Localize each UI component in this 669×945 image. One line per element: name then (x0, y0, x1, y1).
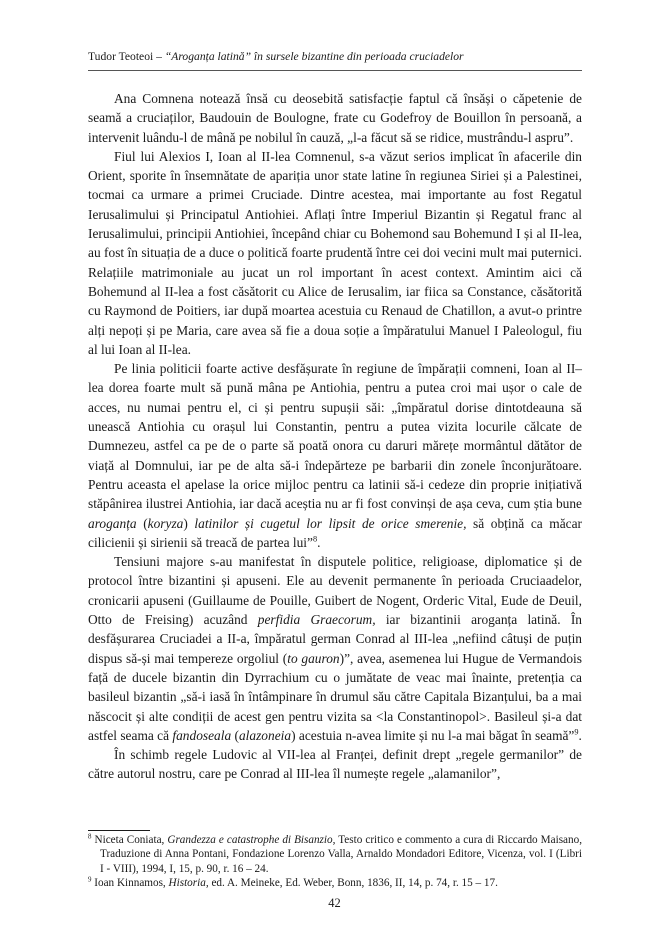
text-run: Fiul lui Alexios I, Ioan al II-lea Comnenul, s-a văzut serios implicat în afacerile din Orient, sporite în însemnătate de apariția unor state latine în regiunea Siriei și a Palestinei, tocmai ca urmare a primei Cruciade. Dintre acestea, mai importante au fost Regatul Ierusalimului și Principatul Antiohiei. Aflați între Imperiul Bizantin și Regatul franc al Ierusalimului, principii Antiohiei, începând chiar cu Bohemond sau Bohemund I și al II-lea, au fost în situația de a duce o politică foarte prudentă între cei doi vecini mult mai puternici. Relațiile matrimoniale au jucat un rol important în acest context. Amintim aici că Bohemund al II-lea a fost căsătorit cu Alice de Ierusalim, iar fiica sa Constance, căsătorită cu Raymond de Poitiers, iar după moartea acestuia cu Renaud de Chatillon, a avut-o printre alți nepoți și pe Maria, care avea să fie a doua soție a împăratului Manuel I Paleologul, fiu al lui Ioan al II-lea. (88, 148, 582, 357)
text-run: ( (231, 727, 239, 743)
footnote-ref: 8 (88, 832, 92, 841)
page-number: 42 (328, 896, 341, 910)
footnote-ref: 9 (88, 875, 92, 884)
text-run: )”, avea, asemenea lui Hugue de Vermandois față de ducele bizantin din Dyrrachium cu o jumătate de veac mai înainte, pretenția ca basileul bizantin „să-i iasă în întâmpinare în drumul său către Capitala Bizanțului, ba a mai născocit și alte condiții de acest gen pentru vizita sa <la Constantinopol>. Basileul și-a dat astfel seama că (88, 650, 582, 743)
text-run: iar bizantinii aroganța latină. În desfășurarea Cruciadei a II-a, împăratul german Conrad al III-lea „nefiind câtuși de puțin dispus să-și mai tempereze orgoliul ( (88, 612, 582, 666)
body-text (88, 89, 582, 784)
text-run: . (317, 534, 321, 550)
footnote (88, 833, 582, 876)
italic-text: to gauron (287, 650, 340, 666)
italic-text: fandoseala (172, 727, 232, 743)
footnote-ref: 8 (312, 534, 318, 544)
footnote (88, 876, 582, 890)
italic-text: koryza (147, 515, 184, 531)
running-header (88, 50, 588, 64)
paragraph (88, 359, 582, 552)
text-run: În schimb regele Ludovic al VII-lea al Franței, definit drept „regele germanilor” de către autorul nostru, care pe Conrad al III-lea îl numește regele „alamanilor”, (88, 747, 582, 782)
text-run: Pe linia politicii foarte active desfășurate în regiune de împărații comneni, Ioan al II–lea dorea foarte mult să pună mâna pe Antiohia, pentru a putea croi mai ușor o cale de acces, nu numai pentru el, ci și pentru supușii săi: „împăratul dorise dintotdeauna să unească Antiohia cu orașul lui Constantin, pentru a putea vizita locurile călcate de Dumnezeu, astfel ca pe de o parte să poată onora cu daruri mărețe mormântul dătător de viață al Domnului, iar pe de alta să-i îndepărteze pe barbarii din zonele înconjurătoare. Pentru aceasta el apelase la orice mijloc pentru ca latinii să-i cedeze din proprie inițiativă stăpânirea ilustrei Antiohia, iar dacă aceștia nu ar fi fost convinși de așa ceva, cum știa bune (88, 361, 582, 512)
italic-text: latinilor și cugetul lor lipsit de orice smerenie, (194, 515, 467, 531)
italic-text: aroganța (88, 515, 137, 531)
text-run: Ana Comnena notează însă cu deosebită satisfacție faptul că însăși o căpetenie de seamă a cruciaților, Baudouin de Boulogne, frate cu Godefroy de Bouillon în persoană, a intervenit luându-l de mână pe nobilul în cauză, „l-a făcut să se ridice, mustrându-l aspru”. (88, 91, 582, 145)
text-run: ( (136, 515, 148, 531)
text-run: ) (183, 515, 195, 531)
italic-text: Grandezza e catastrophe di Bisanzio, (167, 834, 336, 846)
footnote-ref: 9 (574, 727, 579, 737)
paragraph (88, 552, 582, 745)
italic-text: alazoneia (238, 727, 292, 743)
text-run: Tensiuni majore s-au manifestat în disputele politice, religioase, diplomatice și de protocol între bizantini și apuseni. Ele au devenit permanente în perioada Cruciaadelor, cronicarii apuseni (Guillaume de Pouille, Guibert de Nogent, Orderic Vital, Eude de Deuil, Otto de Freising) acuzând (88, 554, 582, 628)
text-run: . (578, 727, 582, 743)
footnote-separator (88, 830, 150, 831)
text-run: Testo critico e commento a cura di Riccardo Maisano, Traduzione di Anna Pontani, Fondazione Lorenzo Valla, Arnaldo Mondadori Editore, Vicenza, vol. I (Libri I - VIII), 1994, I, 15, p. 90, r. 16 – 24. (100, 834, 582, 875)
italic-text: Historia, (168, 877, 209, 890)
text-run: Ioan Kinnamos, (91, 877, 169, 890)
italic-text: perfidia Graecorum, (257, 612, 376, 628)
paragraph (88, 89, 582, 147)
text-run: să obțină ca măcar cilicienii și sirienii să treacă de partea lui” (88, 515, 583, 550)
text-run: Niceta Coniata, (91, 834, 168, 846)
header-rule (88, 70, 582, 71)
paragraph (88, 745, 582, 784)
header-author: Tudor Teoteoi – (88, 50, 165, 63)
footnotes (88, 833, 582, 891)
header-title: “Aroganța latină” în sursele bizantine din perioada cruciadelor (164, 50, 464, 63)
text-run: ) acestuia n-avea limite și nu l-a mai băgat în seamă” (291, 727, 575, 743)
paragraph (88, 147, 582, 359)
text-run: ed. A. Meineke, Ed. Weber, Bonn, 1836, II, 14, p. 74, r. 15 – 17. (208, 877, 498, 890)
